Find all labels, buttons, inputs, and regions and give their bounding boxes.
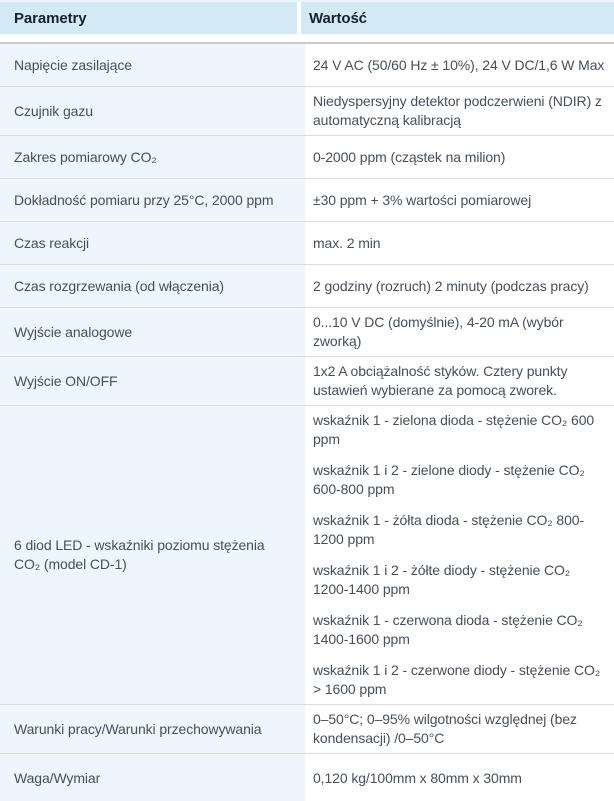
table-row <box>0 705 614 754</box>
parameter-cell <box>0 136 305 178</box>
table-row <box>0 754 614 801</box>
parameter-cell <box>0 44 305 86</box>
parameter-label: Warunki pracy/Warunki przechowywania <box>14 720 262 737</box>
value-cell <box>305 44 614 86</box>
value-text: wskaźnik 1 i 2 - czerwone diody - stężenie CO₂ > 1600 ppm <box>313 662 601 697</box>
value-text: 2 godziny (rozruch) 2 minuty (podczas pracy) <box>313 277 589 294</box>
table-row <box>0 406 614 705</box>
value-cell <box>305 87 614 135</box>
parameter-cell <box>0 222 305 264</box>
value-cell <box>305 357 614 405</box>
table-row <box>0 357 614 406</box>
value-text: 0–50°C; 0–95% wilgotności względnej (bez kondensacji) /0–50°C <box>313 711 577 746</box>
table-row <box>0 87 614 136</box>
parameter-label: Waga/Wymiar <box>14 769 101 786</box>
table-row <box>0 44 614 87</box>
column-header-value: Wartość <box>301 2 614 34</box>
value-text: 0...10 V DC (domyślnie), 4-20 mA (wybór zworką) <box>313 314 564 349</box>
value-text: Niedyspersyjny detektor podczerwieni (NDIR) z automatyczną kalibracją <box>313 93 602 128</box>
table-row <box>0 179 614 222</box>
table-row <box>0 222 614 265</box>
parameter-label: Czujnik gazu <box>14 102 93 119</box>
table-row <box>0 308 614 357</box>
value-cell <box>305 406 614 704</box>
table-body <box>0 44 614 801</box>
value-cell <box>305 222 614 264</box>
header-divider <box>0 34 614 44</box>
value-text: wskaźnik 1 - żółta dioda - stężenie CO₂ 800-1200 ppm <box>313 512 585 547</box>
value-text: ±30 ppm + 3% wartości pomiarowej <box>313 191 532 208</box>
parameter-label: Czas rozgrzewania (od włączenia) <box>14 277 224 294</box>
value-text: wskaźnik 1 - czerwona dioda - stężenie CO₂ 1400-1600 ppm <box>313 612 583 647</box>
value-text: 0-2000 ppm (cząstek na milion) <box>313 148 506 165</box>
value-cell <box>305 179 614 221</box>
parameter-cell <box>0 406 305 704</box>
value-text: max. 2 min <box>313 234 381 251</box>
value-cell <box>305 265 614 307</box>
value-text: 1x2 A obciążalność styków. Cztery punkty ustawień wybierane za pomocą zworek. <box>313 363 568 398</box>
value-cell <box>305 705 614 753</box>
table-header-row <box>0 0 614 34</box>
value-cell <box>305 136 614 178</box>
parameter-label: Czas reakcji <box>14 234 90 251</box>
value-text: wskaźnik 1 i 2 - żółte diody - stężenie CO₂ 1200-1400 ppm <box>313 562 571 597</box>
value-text: wskaźnik 1 i 2 - zielone diody - stężenie CO₂ 600-800 ppm <box>313 462 585 497</box>
parameter-label: Napięcie zasilające <box>14 56 132 73</box>
parameter-label: Wyjście analogowe <box>14 323 133 340</box>
parameter-cell <box>0 754 305 801</box>
column-header-parameters: Parametry <box>0 2 301 34</box>
parameter-label: Wyjście ON/OFF <box>14 372 118 389</box>
parameter-cell <box>0 357 305 405</box>
parameter-cell <box>0 705 305 753</box>
table-row <box>0 265 614 308</box>
value-text: wskaźnik 1 - zielona dioda - stężenie CO₂ 600 ppm <box>313 412 595 447</box>
parameter-cell <box>0 308 305 356</box>
value-cell <box>305 308 614 356</box>
value-text: 24 V AC (50/60 Hz ± 10%), 24 V DC/1,6 W Max <box>313 56 605 73</box>
parameter-label: 6 diod LED - wskaźniki poziomu stężenia CO₂ (model CD-1) <box>14 537 265 572</box>
parameter-cell <box>0 87 305 135</box>
parameter-label: Zakres pomiarowy CO₂ <box>14 148 157 165</box>
parameter-label: Dokładność pomiaru przy 25°C, 2000 ppm <box>14 191 274 208</box>
table-row <box>0 136 614 179</box>
value-cell <box>305 754 614 801</box>
parameter-cell <box>0 179 305 221</box>
parameter-cell <box>0 265 305 307</box>
value-text: 0,120 kg/100mm x 80mm x 30mm <box>313 769 522 786</box>
